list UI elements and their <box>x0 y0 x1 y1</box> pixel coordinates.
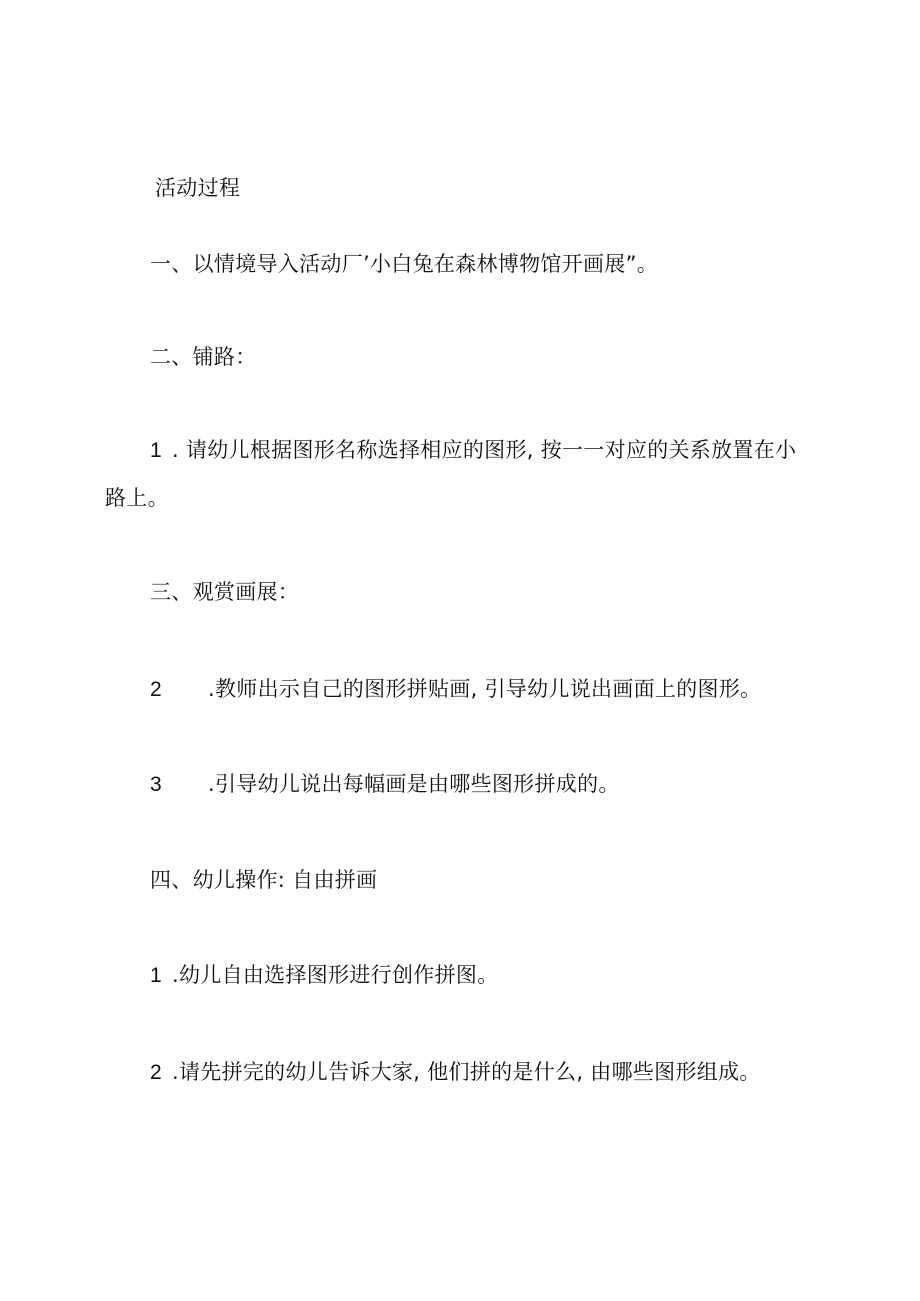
list-item-operation-1 <box>150 961 498 990</box>
paragraph-intro: 一、以情境导入活动厂’小白兔在森林博物馆开画展”。 <box>150 252 659 276</box>
heading-view-exhibition: 三、观赏画展： <box>150 580 300 604</box>
list-item-view-3 <box>150 770 620 799</box>
list-number: 2 <box>150 678 162 701</box>
list-number: 1 <box>150 964 162 987</box>
list-text: .引导幼儿说出每幅画是由哪些图形拼成的。 <box>208 772 620 796</box>
list-item-view-2 <box>150 675 761 704</box>
list-item-paving-1-continuation: 路上。 <box>105 486 169 510</box>
list-text: . 请幼儿根据图形名称选择相应的图形, 按一一对应的关系放置在小 <box>172 438 797 462</box>
list-text: .教师出示自己的图形拼贴画, 引导幼儿说出画面上的图形。 <box>208 677 762 701</box>
section-title: 活动过程 <box>155 176 241 200</box>
list-text: .请先拼完的幼儿告诉大家, 他们拼的是什么, 由哪些图形组成。 <box>172 1060 761 1084</box>
list-number: 3 <box>150 773 162 796</box>
list-item-paving-1 <box>150 436 796 465</box>
list-item-operation-2 <box>150 1058 761 1087</box>
list-number: 2 <box>150 1061 162 1084</box>
heading-paving: 二、铺路： <box>150 345 257 369</box>
list-number: 1 <box>150 439 162 462</box>
heading-child-operation: 四、幼儿操作: 自由拼画 <box>150 868 378 892</box>
list-text: .幼儿自由选择图形进行创作拼图。 <box>172 963 499 987</box>
